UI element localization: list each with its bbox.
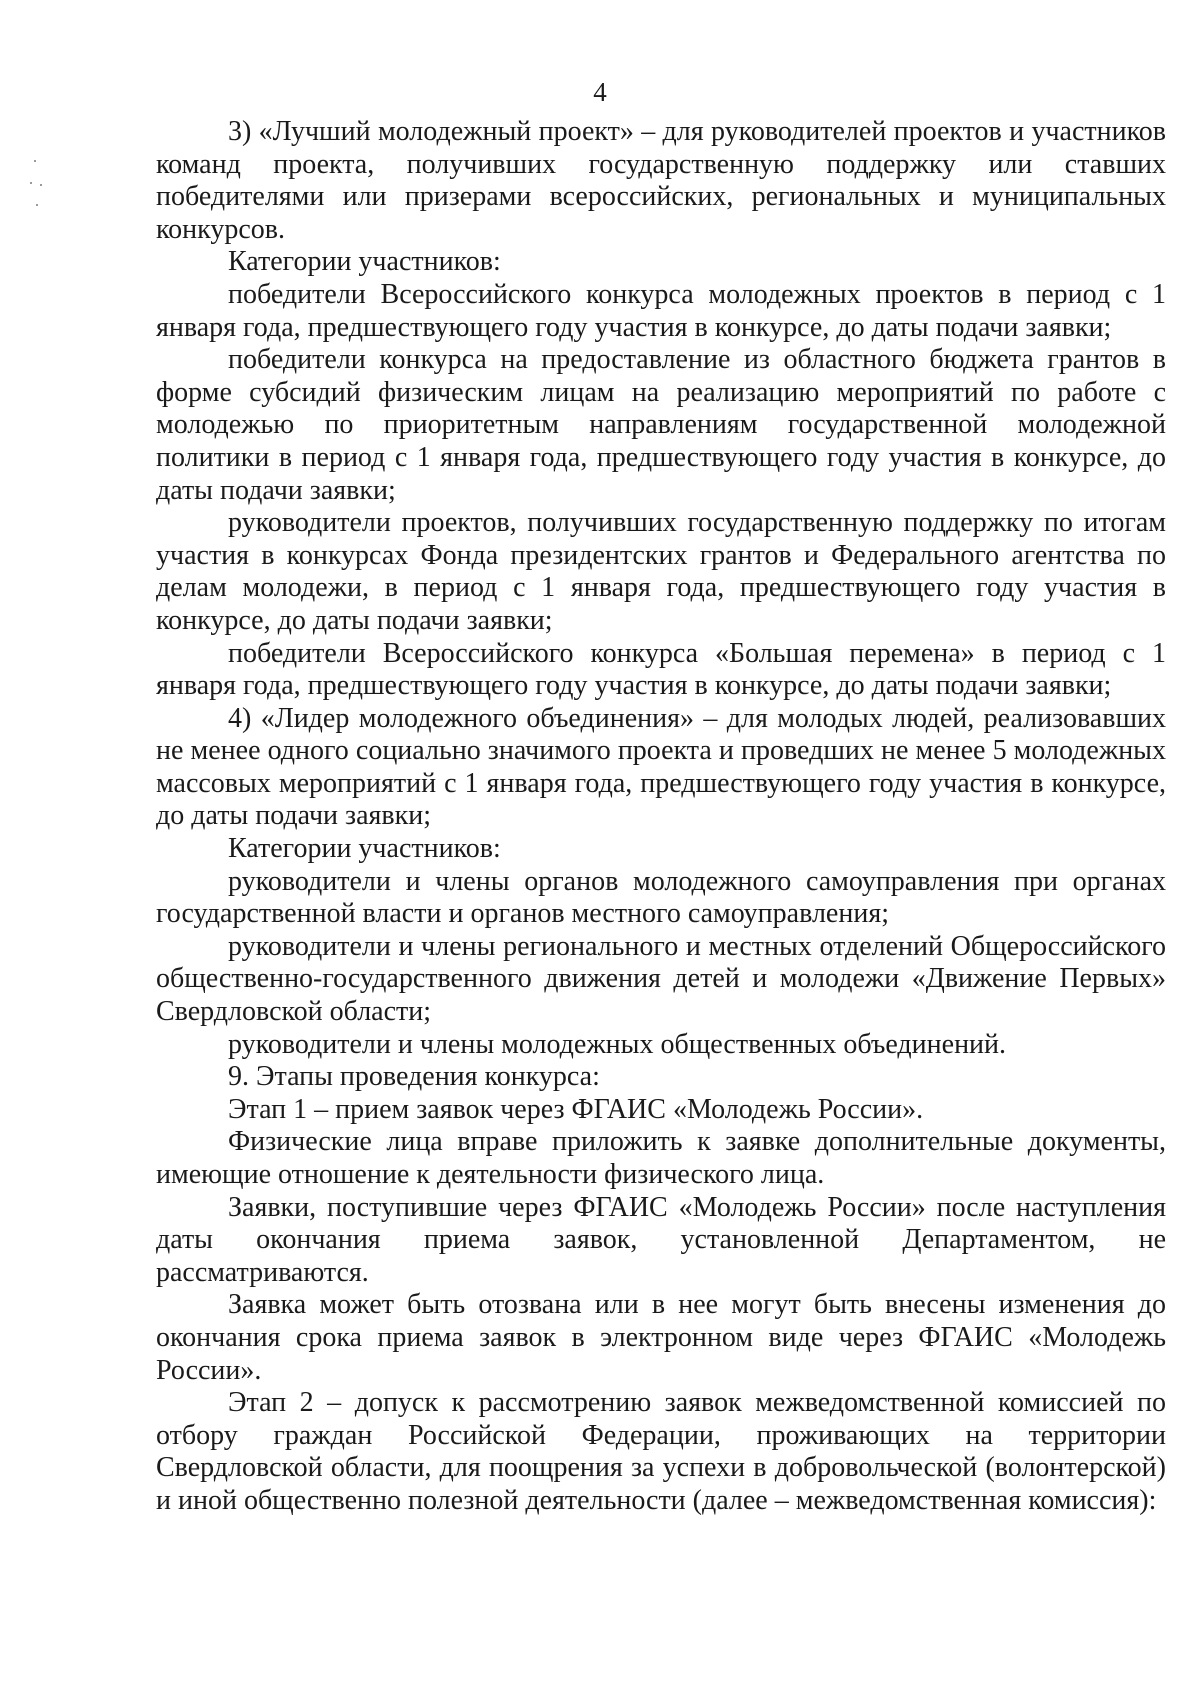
paragraph: победители конкурса на предоставление из областного бюджета грантов в форме субсидий физическим лицам на реализацию мероприятий по работе с молодежью по приоритетным направлениям государственной молодежной политики в период с 1 января года, предшествующего году участия в конкурсе, до даты подачи заявки; xyxy=(156,344,1166,506)
paragraph: руководители и члены регионального и местных отделений Общероссийского общественно-государственного движения детей и молодежи «Движение Первых» Свердловской области; xyxy=(156,930,1166,1028)
paragraph: Категории участников: xyxy=(228,833,501,865)
paragraph: Этап 1 – прием заявок через ФГАИС «Молодежь России». xyxy=(228,1093,924,1125)
paragraph: Заявки, поступившие через ФГАИС «Молодежь России» после наступления даты окончания приема заявок, установленной Департаментом, не рассматриваются. xyxy=(156,1191,1166,1288)
page-number: 4 xyxy=(593,77,607,107)
paragraph: Категории участников: xyxy=(228,246,501,278)
paragraph: руководители и члены молодежных общественных объединений. xyxy=(228,1028,1007,1060)
paragraph: руководители проектов, получивших государственную поддержку по итогам участия в конкурсах Фонда президентских грантов и Федерального агентства по делам молодежи, в период с 1 января года, предшествующего году участия в конкурсе, до даты подачи заявки; xyxy=(156,507,1166,636)
paragraph: 3) «Лучший молодежный проект» – для руководителей проектов и участников команд проекта, получивших государственную поддержку или ставших победителями или призерами всероссийских, региональных и муниципальных конкурсов. xyxy=(156,116,1166,245)
paragraph: Этап 2 – допуск к рассмотрению заявок межведомственной комиссией по отбору граждан Российской Федерации, проживающих на территории Свердловской области, для поощрения за успехи в добровольческой (волонтерской) и иной общественно полезной деятельности (далее – межведомственная комиссия): xyxy=(156,1387,1166,1516)
paragraph: победители Всероссийского конкурса молодежных проектов в период с 1 января года, предшествующего году участия в конкурсе, до даты подачи заявки; xyxy=(156,278,1166,343)
paragraph: победители Всероссийского конкурса «Большая перемена» в период с 1 января года, предшествующего году участия в конкурсе, до даты подачи заявки; xyxy=(156,637,1166,702)
paragraph: Физические лица вправе приложить к заявке дополнительные документы, имеющие отношение к деятельности физического лица. xyxy=(156,1126,1166,1190)
section-heading: 9. Этапы проведения конкурса: xyxy=(228,1061,600,1093)
paragraph: 4) «Лидер молодежного объединения» – для молодых людей, реализовавших не менее одного социально значимого проекта и проведших не менее 5 молодежных массовых мероприятий с 1 января года, предшествующего году участия в конкурсе, до даты подачи заявки; xyxy=(156,702,1166,832)
paragraph: Заявка может быть отозвана или в нее могут быть внесены изменения до окончания срока приема заявок в электронном виде через ФГАИС «Молодежь России». xyxy=(156,1289,1166,1386)
document-body xyxy=(156,116,1166,1518)
paragraph: руководители и члены органов молодежного самоуправления при органах государственной власти и органов местного самоуправления; xyxy=(156,865,1166,930)
scan-artifact xyxy=(30,160,50,220)
